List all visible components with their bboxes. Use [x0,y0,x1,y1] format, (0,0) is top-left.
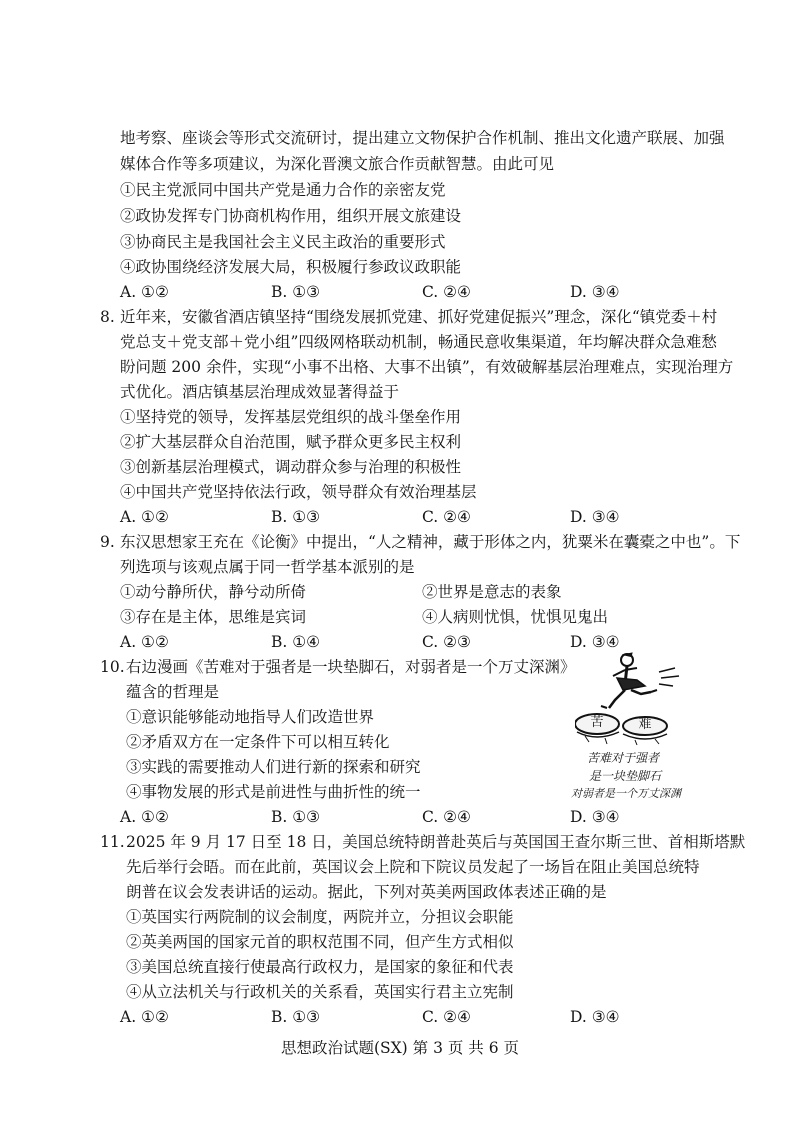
q9-choice-b: B. ①④ [271,633,321,651]
q9-choice-c: C. ②③ [422,633,471,651]
q8-number: 8. [100,308,115,326]
q11-choice-a: A. ①② [120,1008,169,1026]
q9-number: 9. [100,533,115,551]
q9-statement-1: ①动兮静所伏，静兮动所倚 [120,583,307,601]
q7-statement-3: ③协商民主是我国社会主义民主政治的重要形式 [120,233,446,251]
q8-line-1: 近年来，安徽省酒店镇坚持“围绕发展抓党建、抓好党建促振兴”理念，深化“镇党委＋村 [120,308,718,326]
q11-statement-4: ④从立法机关与行政机关的关系看，英国实行君主立宪制 [126,983,514,1001]
q8-statement-2: ②扩大基层群众自治范围，赋予群众更多民主权利 [120,433,462,451]
q7-line-1: 地考察、座谈会等形式交流研讨，提出建立文物保护合作机制、推出文化遗产联展、加强 [120,129,725,147]
q7-choice-c: C. ②④ [422,283,471,301]
q9-statement-4: ④人病则忧惧，忧惧见鬼出 [422,608,609,626]
q8-statement-3: ③创新基层治理模式，调动群众参与治理的积极性 [120,458,462,476]
q7-line-2: 媒体合作等多项建议，为深化晋澳文旅合作贡献智慧。由此可见 [120,155,555,173]
q8-line-3: 盼问题 200 余件，实现“小事不出格、大事不出镇”，有效破解基层治理难点，实现治理方 [120,358,734,376]
q11-choice-c: C. ②④ [422,1008,471,1026]
q8-line-2: 党总支＋党支部＋党小组”四级网格联动机制，畅通民意收集渠道，年均解决群众急难愁 [120,333,717,351]
q10-statement-1: ①意识能够能动地指导人们改造世界 [126,708,375,726]
q7-choice-b: B. ①③ [271,283,321,301]
cartoon-caption-1: 苦难对于强者 [587,751,660,765]
q8-statement-4: ④中国共产党坚持依法行政，领导群众有效治理基层 [120,483,477,501]
cartoon-caption-2: 是一块垫脚石 [589,769,662,783]
q11-statement-2: ②英美两国的国家元首的职权范围不同，但产生方式相似 [126,933,514,951]
q8-statement-1: ①坚持党的领导，发挥基层党组织的战斗堡垒作用 [120,408,462,426]
q11-line-3: 朗普在议会发表讲话的运动。据此，下列对英美两国政体表述正确的是 [126,883,607,901]
cartoon-illustration [571,646,697,806]
q11-statement-3: ③美国总统直接行使最高行政权力，是国家的象征和代表 [126,958,514,976]
q11-line-1: 2025 年 9 月 17 日至 18 日，美国总统特朗普赴英后与英国国王查尔斯三世、首相斯塔默 [126,833,746,851]
q7-choice-a: A. ①② [120,283,169,301]
q8-choice-b: B. ①③ [271,508,321,526]
q10-choice-c: C. ②④ [422,808,471,826]
q9-choice-d: D. ③④ [570,633,620,651]
stone-label-right: 难 [638,717,652,732]
q10-statement-3: ③实践的需要推动人们进行新的探索和研究 [126,758,421,776]
q10-statement-2: ②矛盾双方在一定条件下可以相互转化 [126,733,390,751]
q7-choice-d: D. ③④ [570,283,620,301]
cartoon-caption-3: 对弱者是一个万丈深渊 [571,787,681,800]
q8-choice-a: A. ①② [120,508,169,526]
q7-statement-2: ②政协发挥专门协商机构作用，组织开展文旅建设 [120,207,462,225]
q11-number: 11. [100,833,125,851]
q9-line-2: 列选项与该观点属于同一哲学基本派别的是 [120,558,415,576]
q7-statement-4: ④政协围绕经济发展大局，积极履行参政议政职能 [120,258,462,276]
page-footer: 思想政治试题(SX) 第 3 页 共 6 页 [280,1039,520,1057]
q11-line-2: 先后举行会晤。而在此前，英国议会上院和下院议员发起了一场旨在阻止美国总统特 [126,858,700,876]
q8-choice-d: D. ③④ [570,508,620,526]
q8-choice-c: C. ②④ [422,508,471,526]
q10-line-1: 右边漫画《苦难对于强者是一块垫脚石，对弱者是一个万丈深渊》 [126,658,576,676]
q7-statement-1: ①民主党派同中国共产党是通力合作的亲密友党 [120,181,446,199]
q10-choice-a: A. ①② [120,808,169,826]
q9-choice-a: A. ①② [120,633,169,651]
q10-choice-d: D. ③④ [570,808,620,826]
q10-choice-b: B. ①③ [271,808,321,826]
q10-statement-4: ④事物发展的形式是前进性与曲折性的统一 [126,783,421,801]
q9-statement-2: ②世界是意志的表象 [422,583,562,601]
q10-line-2: 蕴含的哲理是 [126,683,220,701]
q11-statement-1: ①英国实行两院制的议会制度，两院并立，分担议会职能 [126,908,514,926]
stone-label-left: 苦 [590,715,604,730]
q8-line-4: 式优化。酒店镇基层治理成效显著得益于 [120,383,400,401]
q9-statement-3: ③存在是主体，思维是宾词 [120,608,307,626]
q10-number: 10. [100,658,125,676]
q9-line-1: 东汉思想家王充在《论衡》中提出，“人之精神，藏于形体之内，犹粟米在囊橐之中也”。下 [120,533,741,551]
q11-choice-d: D. ③④ [570,1008,620,1026]
q11-choice-b: B. ①③ [271,1008,321,1026]
